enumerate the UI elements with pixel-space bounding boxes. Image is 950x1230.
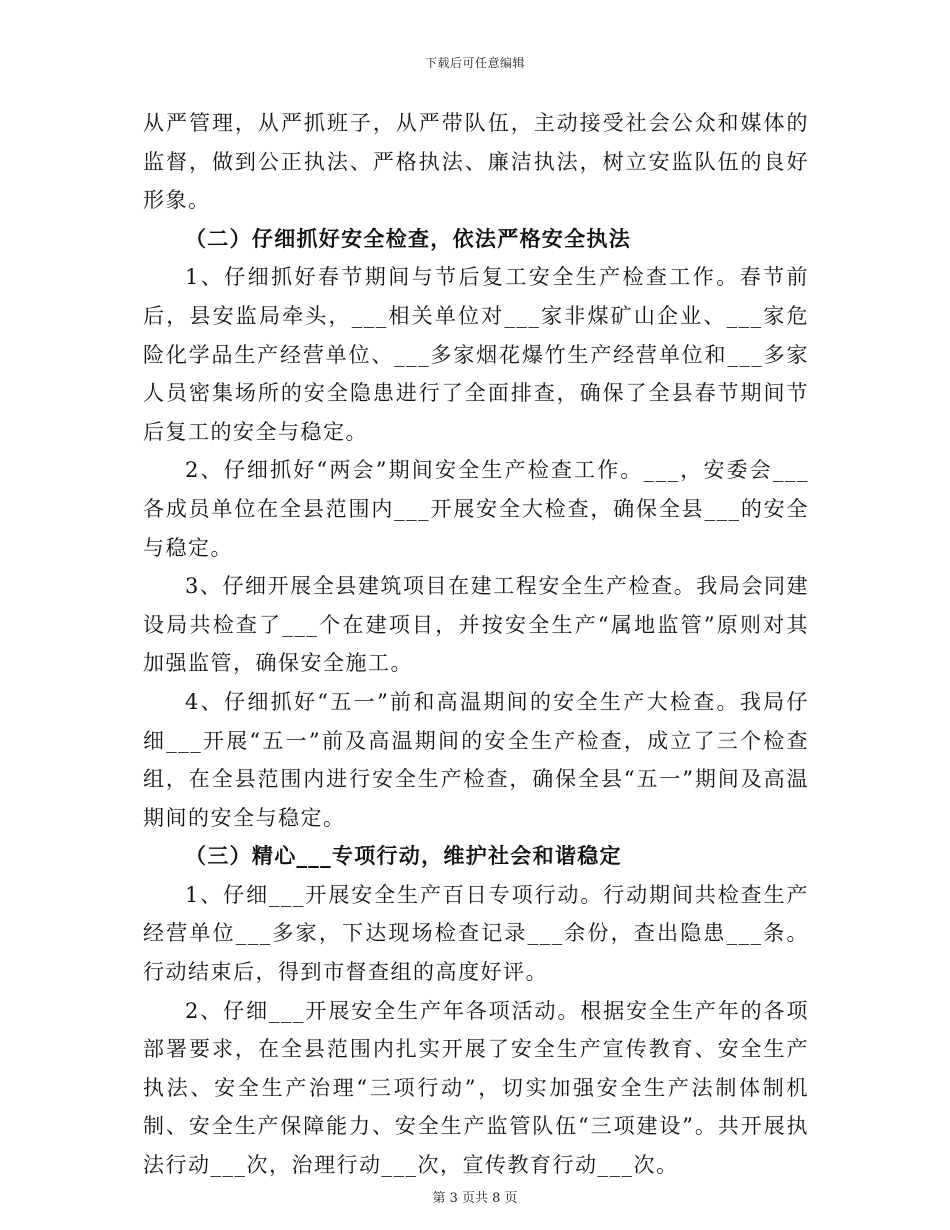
section-heading-2: （二）仔细抓好安全检查，依法严格安全执法 [185, 225, 631, 251]
paragraph-3-2: 2、仔细___开展安全生产年各项活动。根据安全生产年的各项部署要求，在全县范围内扎实开展了安全生产宣传教育、安全生产执法、安全生产治理“三项行动”，切实加强安全生产法制体制机制、安全生产保障能力、安全生产监管队伍“三项建设”。共开展执法行动___次，治理行动___次，宣传教育行动___次。 [143, 998, 809, 1178]
paragraph-2-4: 4、仔细抓好“五一”前和高温期间的安全生产大检查。我局仔细___开展“五一”前及高温期间的安全生产检查，成立了三个检查组，在全县范围内进行安全生产检查，确保全县“五一”期间及高温期间的安全与稳定。 [143, 689, 809, 830]
header-note: 下载后可任意编辑 [424, 56, 525, 70]
paragraph-continuation: 从严管理，从严抓班子，从严带队伍，主动接受社会公众和媒体的监督，做到公正执法、严格执法、廉洁执法，树立安监队伍的良好形象。 [143, 111, 809, 213]
paragraph-3-1: 1、仔细___开展安全生产百日专项行动。行动期间共检查生产经营单位___多家，下达现场检查记录___余份，查出隐患___条。行动结束后，得到市督查组的高度好评。 [143, 882, 809, 985]
document-body [143, 104, 809, 1185]
section-heading-3: （三）精心___专项行动，维护社会和谐稳定 [185, 843, 622, 869]
paragraph-2-3: 3、仔细开展全县建筑项目在建工程安全生产检查。我局会同建设局共检查了___个在建项目，并按安全生产“属地监管”原则对其加强监管，确保安全施工。 [143, 574, 809, 676]
paragraph-2-2: 2、仔细抓好“两会”期间安全生产检查工作。___，安委会___各成员单位在全县范围内___开展安全大检查，确保全县___的安全与稳定。 [143, 458, 809, 560]
paragraph-2-1: 1、仔细抓好春节期间与节后复工安全生产检查工作。春节前后，县安监局牵头，___相关单位对___家非煤矿山企业、___家危险化学品生产经营单位、___多家烟花爆竹生产经营单位和___多家人员密集场所的安全隐患进行了全面排查，确保了全县春节期间节后复工的安全与稳定。 [143, 265, 809, 444]
page-number: 第 3 页共 8 页 [432, 1191, 518, 1206]
